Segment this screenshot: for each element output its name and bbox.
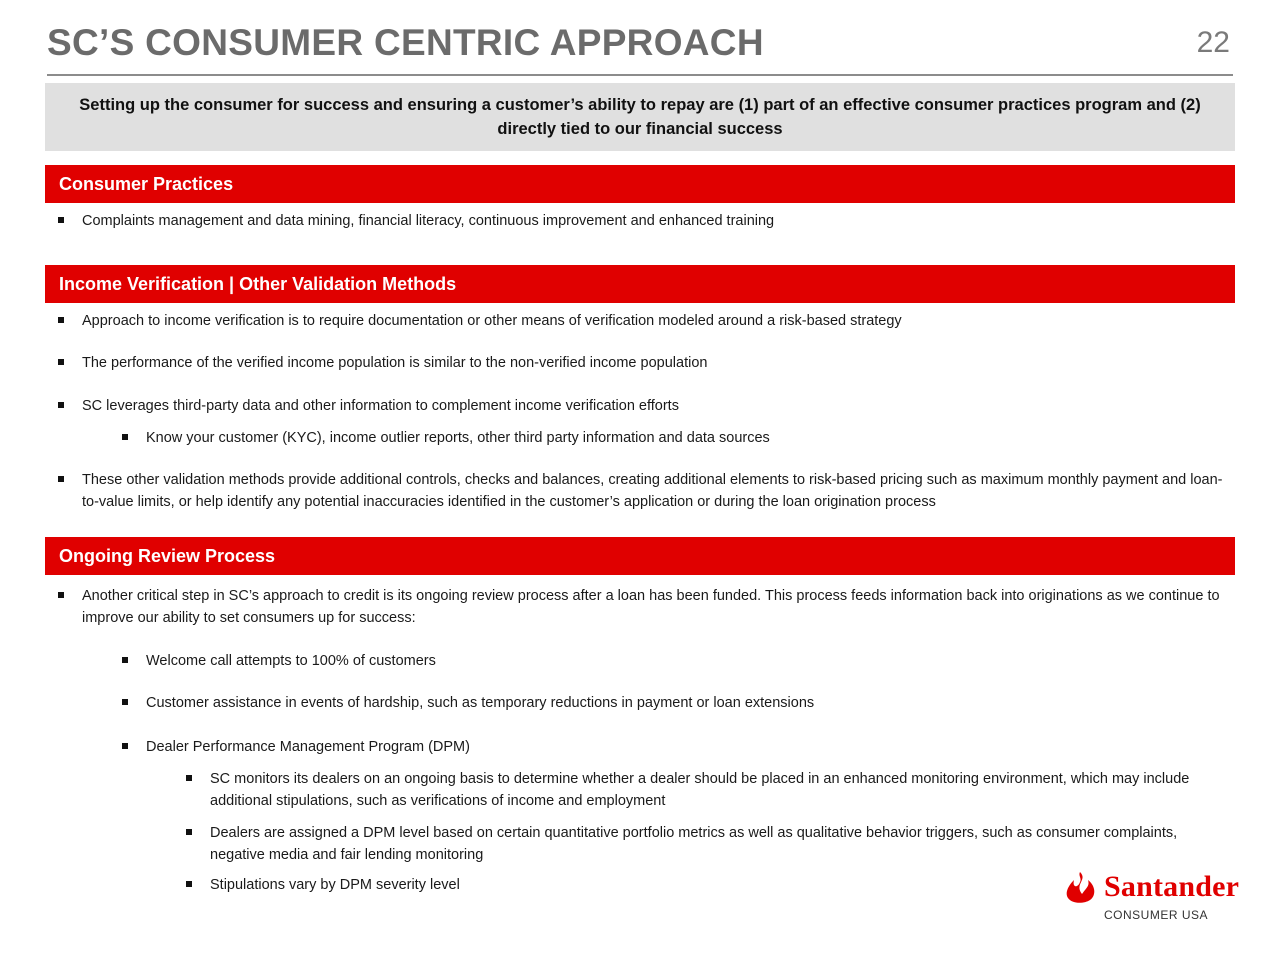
bullet-text: Stipulations vary by DPM severity level [210, 877, 460, 893]
bullet-text: SC leverages third-party data and other information to complement income verification efforts [82, 398, 679, 414]
bullet-text: The performance of the verified income population is similar to the non-verified income population [82, 355, 708, 371]
bullet-icon [122, 743, 128, 749]
bullet-text: Complaints management and data mining, financial literacy, continuous improvement and enhanced training [82, 213, 775, 229]
bullet-icon [58, 359, 64, 365]
bullet-text: These other validation methods provide additional controls, checks and balances, creating additional elements to risk-based pricing such as maximum monthly payment and loan-to-value limits, or help identify any potential inaccuracies identified in the customer’s application or during the loan origination process [82, 472, 1223, 510]
bullet-icon [122, 699, 128, 705]
bullet-item [58, 352, 1238, 374]
bullet-text: Approach to income verification is to require documentation or other means of verification modeled around a risk-based strategy [82, 313, 902, 329]
title-divider [47, 74, 1233, 76]
sub-bullet-item [122, 736, 1232, 758]
bullet-item [58, 469, 1238, 513]
bullet-text: Dealer Performance Management Program (DPM) [146, 739, 470, 755]
sub-sub-bullet-item [186, 822, 1234, 866]
bullet-icon [58, 592, 64, 598]
bullet-text: Know your customer (KYC), income outlier reports, other third party information and data sources [146, 430, 770, 446]
section-header-ongoing-review: Ongoing Review Process [45, 537, 1235, 575]
sub-bullet-item [122, 427, 1232, 449]
sub-bullet-item [122, 692, 1232, 714]
logo-subtitle: CONSUMER USA [1104, 908, 1209, 922]
bullet-item [58, 395, 1238, 417]
section-header-income-verification: Income Verification | Other Validation Methods [45, 265, 1235, 303]
section-header-consumer-practices: Consumer Practices [45, 165, 1235, 203]
page-title: SC’S CONSUMER CENTRIC APPROACH [47, 22, 764, 63]
bullet-item [58, 310, 1238, 332]
sub-bullet-item [122, 650, 1232, 672]
bullet-icon [58, 402, 64, 408]
summary-banner [45, 83, 1235, 151]
bullet-icon [58, 217, 64, 223]
bullet-icon [58, 317, 64, 323]
bullet-icon [122, 434, 128, 440]
sub-sub-bullet-item [186, 768, 1234, 812]
summary-text: Setting up the consumer for success and ensuring a customer’s ability to repay are (1) part of an effective consumer practices program and (2) directly tied to our financial success [79, 96, 1201, 138]
bullet-text: Customer assistance in events of hardship, such as temporary reductions in payment or loan extensions [146, 695, 815, 711]
bullet-icon [122, 657, 128, 663]
bullet-icon [58, 476, 64, 482]
bullet-text: Welcome call attempts to 100% of customers [146, 653, 436, 669]
bullet-icon [186, 829, 192, 835]
bullet-text: Dealers are assigned a DPM level based on certain quantitative portfolio metrics as well as qualitative behavior triggers, such as consumer complaints, negative media and fair lending monitoring [210, 825, 1178, 863]
bullet-item [58, 210, 1238, 232]
flame-icon [1060, 870, 1100, 906]
bullet-icon [186, 881, 192, 887]
santander-logo [1060, 868, 1240, 928]
bullet-icon [186, 775, 192, 781]
bullet-text: Another critical step in SC’s approach to credit is its ongoing review process after a loan has been funded. This process feeds information back into originations as we continue to improve our ability to set consumers up for success: [82, 588, 1220, 626]
bullet-text: SC monitors its dealers on an ongoing basis to determine whether a dealer should be placed in an enhanced monitoring environment, which may include additional stipulations, such as verifications of income and employment [210, 771, 1190, 809]
logo-wordmark: Santander [1104, 870, 1240, 903]
bullet-item [58, 585, 1238, 629]
page-number: 22 [1196, 26, 1230, 59]
